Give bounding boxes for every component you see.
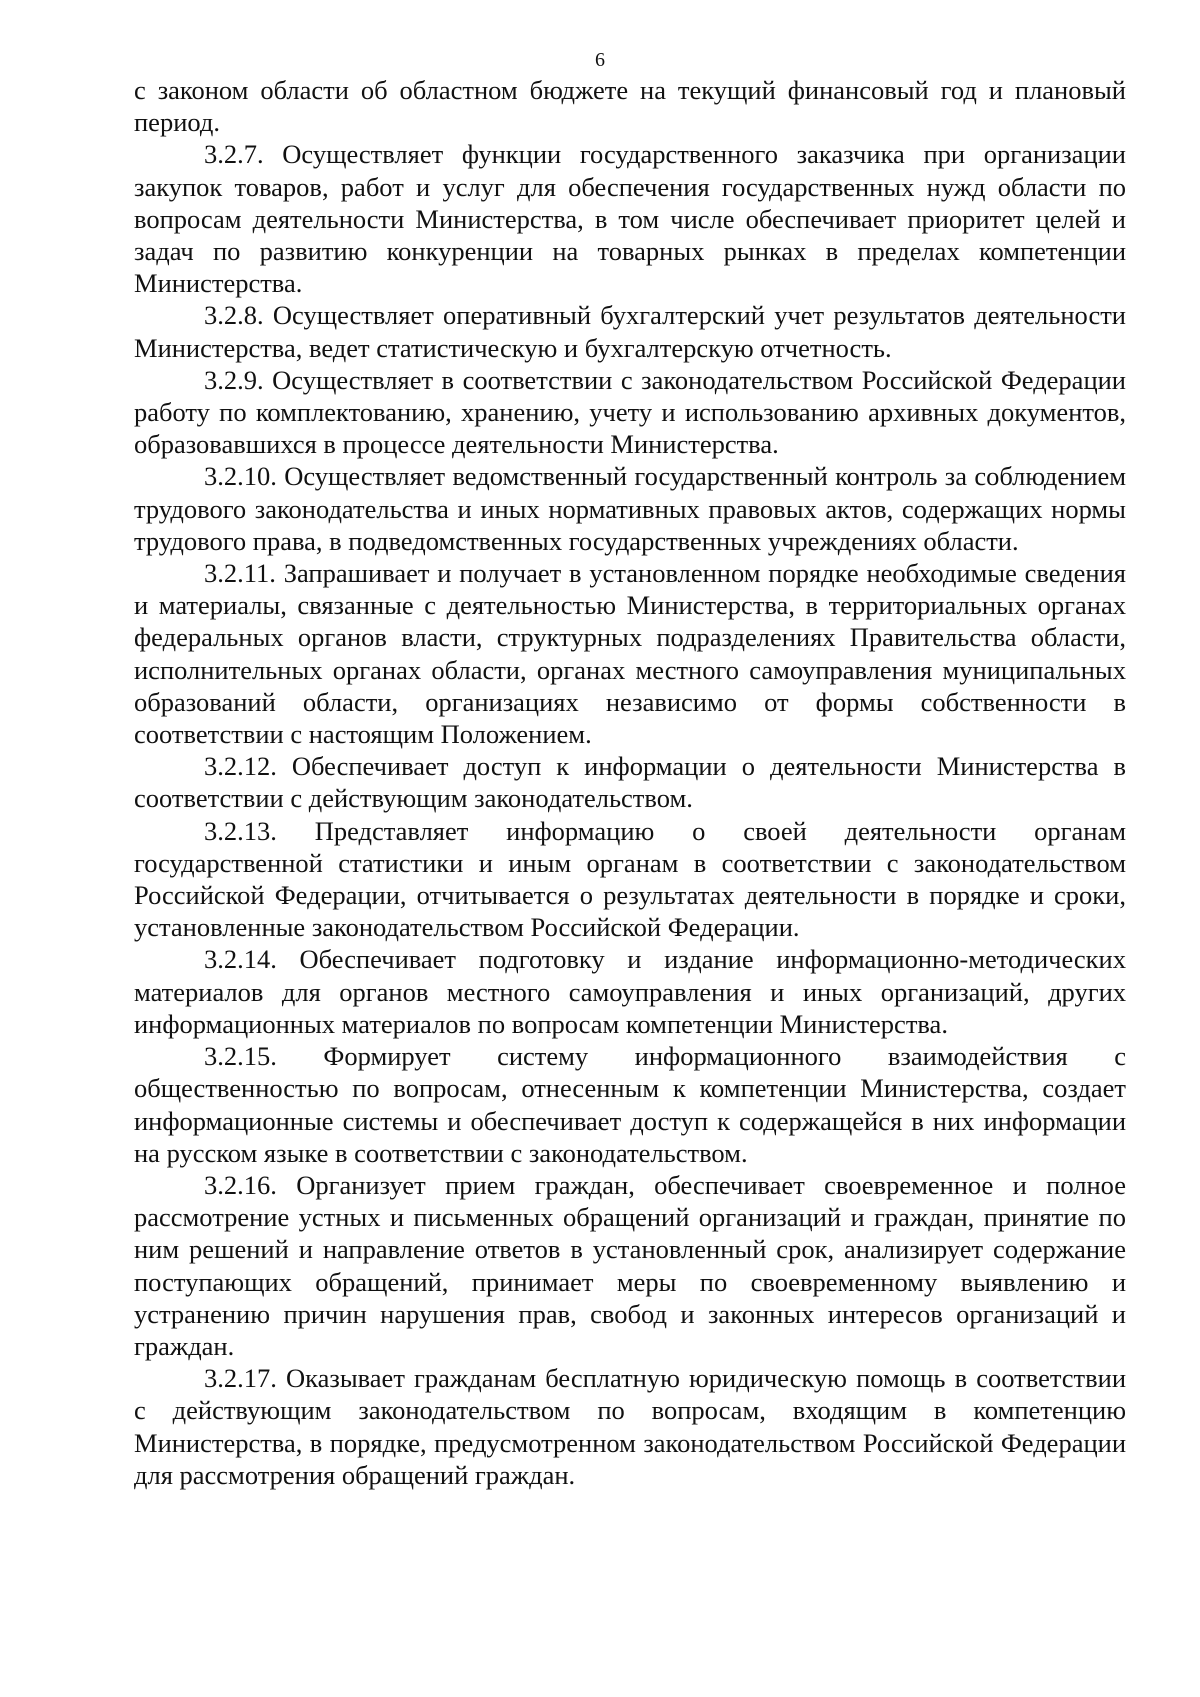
paragraph-3-2-12: 3.2.12. Обеспечивает доступ к информации о деятельности Министерства в соответствии с действующим законодательством.: [134, 751, 1126, 814]
paragraph-3-2-15: 3.2.15. Формирует систему информационного взаимодействия с общественностью по вопросам, отнесенным к компетенции Министерства, создает информационные системы и обеспечивает доступ к содержащейся в них информации на русском языке в соответствии с законодательством.: [134, 1041, 1126, 1168]
paragraph-3-2-8: 3.2.8. Осуществляет оперативный бухгалтерский учет результатов деятельности Министерства, ведет статистическую и бухгалтерскую отчетность.: [134, 300, 1126, 363]
paragraph-3-2-16: 3.2.16. Организует прием граждан, обеспечивает своевременное и полное рассмотрение устных и письменных обращений организаций и граждан, принятие по ним решений и направление ответов в установленный срок, анализирует содержание поступающих обращений, принимает меры по своевременному выявлению и устранению причин нарушения прав, свобод и законных интересов организаций и граждан.: [134, 1169, 1126, 1361]
document-body: [134, 74, 1126, 1491]
paragraph-3-2-9: 3.2.9. Осуществляет в соответствии с законодательством Российской Федерации работу по комплектованию, хранению, учету и использованию архивных документов, образовавшихся в процессе деятельности Министерства.: [134, 364, 1126, 460]
paragraph-continuation: с законом области об областном бюджете на текущий финансовый год и плановый период.: [134, 75, 1126, 138]
paragraph-3-2-7: 3.2.7. Осуществляет функции государственного заказчика при организации закупок товаров, работ и услуг для обеспечения государственных нужд области по вопросам деятельности Министерства, в том числе обеспечивает приоритет целей и задач по развитию конкуренции на товарных рынках в пределах компетенции Министерства.: [134, 139, 1126, 299]
page-number: 6: [595, 49, 605, 71]
paragraph-3-2-17: 3.2.17. Оказывает гражданам бесплатную юридическую помощь в соответствии с действующим законодательством по вопросам, входящим в компетенцию Министерства, в порядке, предусмотренном законодательством Российской Федерации для рассмотрения обращений граждан.: [134, 1363, 1126, 1490]
paragraph-3-2-11: 3.2.11. Запрашивает и получает в установленном порядке необходимые сведения и материалы, связанные с деятельностью Министерства, в территориальных органах федеральных органов власти, структурных подразделениях Правительства области, исполнительных органах области, органах местного самоуправления муниципальных образований области, организациях независимо от формы собственности в соответствии с настоящим Положением.: [134, 558, 1126, 750]
paragraph-3-2-14: 3.2.14. Обеспечивает подготовку и издание информационно-методических материалов для органов местного самоуправления и иных организаций, других информационных материалов по вопросам компетенции Министерства.: [134, 944, 1126, 1039]
paragraph-3-2-10: 3.2.10. Осуществляет ведомственный государственный контроль за соблюдением трудового законодательства и иных нормативных правовых актов, содержащих нормы трудового права, в подведомственных государственных учреждениях области.: [134, 461, 1126, 556]
paragraph-3-2-13: 3.2.13. Представляет информацию о своей деятельности органам государственной статистики и иным органам в соответствии с законодательством Российской Федерации, отчитывается о результатах деятельности в порядке и сроки, установленные законодательством Российской Федерации.: [134, 815, 1126, 943]
